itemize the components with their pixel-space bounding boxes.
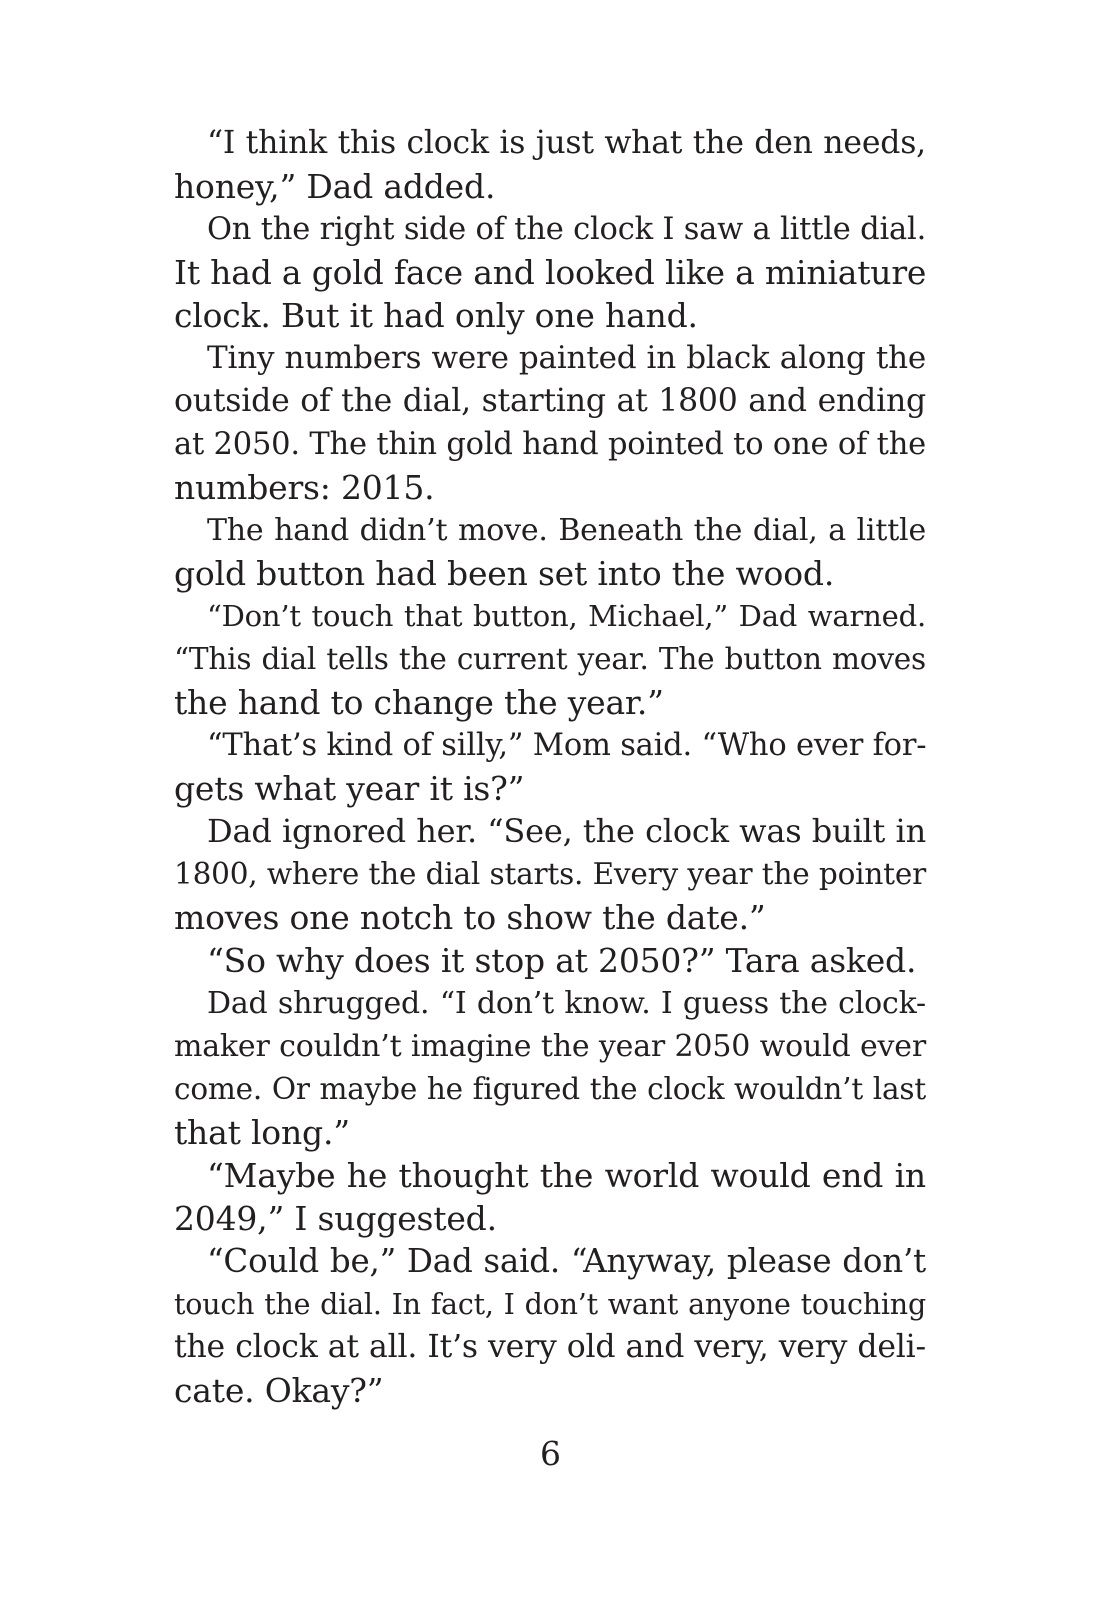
- text-line: come. Or maybe he figured the clock wouldn’t last: [174, 1072, 926, 1106]
- text-line: “Maybe he thought the world would end in: [207, 1156, 926, 1195]
- text-line: that long.”: [174, 1113, 350, 1152]
- text-line: gold button had been set into the wood.: [174, 554, 835, 593]
- page-number: 6: [540, 1434, 561, 1473]
- text-line: “I think this clock is just what the den needs,: [207, 125, 926, 161]
- text-line: Dad shrugged. “I don’t know. I guess the clock-: [207, 986, 926, 1021]
- text-line: On the right side of the clock I saw a little dial.: [207, 212, 927, 247]
- text-line: touch the dial. In fact, I don’t want anyone touching: [174, 1288, 926, 1321]
- text-line: the hand to change the year.”: [174, 683, 664, 722]
- text-line: “Could be,” Dad said. “Anyway, please don’t: [207, 1242, 926, 1280]
- text-line: at 2050. The thin gold hand pointed to one of the: [174, 427, 926, 462]
- text-line: “Don’t touch that button, Michael,” Dad warned.: [207, 599, 926, 633]
- text-line: “So why does it stop at 2050?” Tara asked.: [207, 941, 917, 980]
- text-line: 2049,” I suggested.: [174, 1199, 497, 1238]
- text-line: Dad ignored her. “See, the clock was built in: [207, 812, 926, 850]
- text-line: 1800, where the dial starts. Every year the pointer: [174, 857, 926, 891]
- text-line: cate. Okay?”: [174, 1371, 384, 1410]
- text-line: It had a gold face and looked like a miniature: [174, 253, 927, 292]
- text-line: outside of the dial, starting at 1800 and ending: [174, 383, 926, 419]
- text-line: gets what year it is?”: [174, 769, 525, 808]
- text-line: The hand didn’t move. Beneath the dial, a little: [207, 513, 926, 548]
- text-line: honey,” Dad added.: [174, 167, 496, 206]
- text-line: clock. But it had only one hand.: [174, 296, 698, 335]
- text-line: maker couldn’t imagine the year 2050 would ever: [174, 1029, 926, 1064]
- text-line: numbers: 2015.: [174, 468, 435, 507]
- text-line: Tiny numbers were painted in black along the: [207, 340, 926, 376]
- body-text: [174, 122, 926, 1412]
- text-line: “This dial tells the current year. The button moves: [174, 642, 926, 676]
- text-line: moves one notch to show the date.”: [174, 898, 766, 937]
- text-line: “That’s kind of silly,” Mom said. “Who ever for-: [207, 728, 927, 763]
- text-line: the clock at all. It’s very old and very, very deli-: [174, 1329, 926, 1365]
